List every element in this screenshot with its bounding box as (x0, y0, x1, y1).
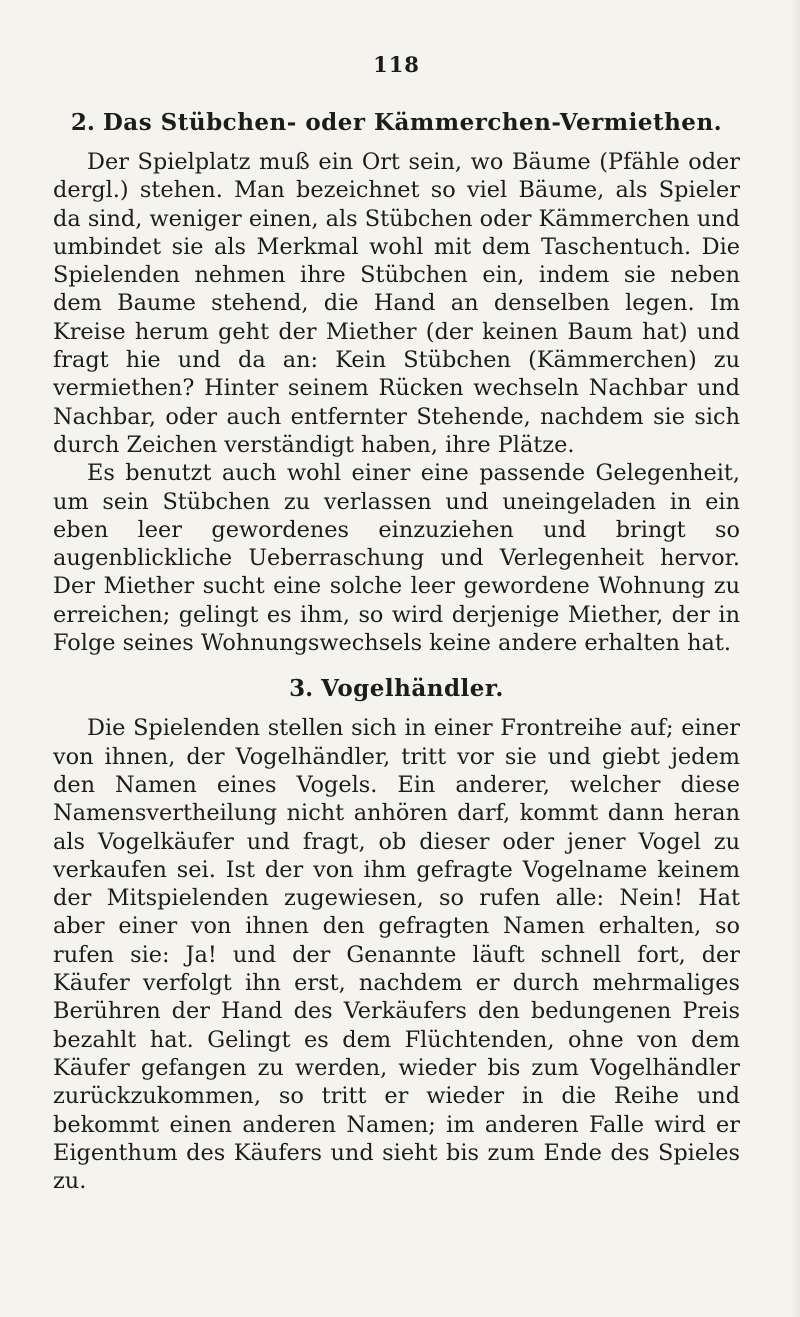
paragraph: Es benutzt auch wohl einer eine passende Gelegenheit, um sein Stübchen zu verlassen und uneingeladen in ein eben leer gewordenes einzuziehen und bringt so augenblickliche Ueberraschung und Verlegenheit hervor. Der Miether sucht eine solche leer gewordene Wohnung zu erreichen; gelingt es ihm, so wird derjenige Miether, der in Folge seines Wohnungswechsels keine andere erhalten hat. (53, 460, 740, 657)
section-heading (53, 675, 740, 702)
section-heading (53, 109, 740, 136)
page-edge (791, 0, 800, 1317)
paragraph: Der Spielplatz muß ein Ort sein, wo Bäume (Pfähle oder dergl.) stehen. Man bezeichnet so viel Bäume, als Spieler da sind, weniger einen, als Stübchen oder Kämmerchen und umbindet sie als Merkmal wohl mit dem Taschentuch. Die Spielenden nehmen ihre Stübchen ein, indem sie neben dem Baume stehend, die Hand an denselben legen. Im Kreise herum geht der Miether (der keinen Baum hat) und fragt hie und da an: Kein Stübchen (Kämmerchen) zu vermiethen? Hinter seinem Rücken wechseln Nachbar und Nachbar, oder auch entfernter Stehende, nachdem sie sich durch Zeichen verständigt haben, ihre Plätze. (53, 149, 740, 458)
section-number: 3. (289, 675, 314, 703)
page-number: 118 (373, 52, 420, 77)
section-title: Vogelhändler. (321, 675, 504, 703)
section-number: 2. (70, 109, 95, 136)
section-stuebchen (53, 109, 740, 657)
paragraph: Die Spielenden stellen sich in einer Frontreihe auf; einer von ihnen, der Vogelhändler, tritt vor sie und giebt jedem den Namen eines Vogels. Ein anderer, welcher diese Namensvertheilung nicht anhören darf, kommt dann heran als Vogelkäufer und fragt, ob dieser oder jener Vogel zu verkaufen sei. Ist der von ihm gefragte Vogelname keinem der Mitspielenden zugewiesen, so rufen alle: Nein! Hat aber einer von ihnen den gefragten Namen erhalten, so rufen sie: Ja! und der Genannte läuft schnell fort, der Käufer verfolgt ihn erst, nachdem er durch mehrmaliges Berühren der Hand des Verkäufers den bedungenen Preis bezahlt hat. Gelingt es dem Flüchtenden, ohne von dem Käufer gefangen zu werden, wieder bis zum Vogelhändler zurückzukommen, so tritt er wieder in die Reihe und bekommt einen anderen Namen; im anderen Falle wird er Eigenthum des Käufers und sieht bis zum Ende des Spieles zu. (53, 715, 740, 1195)
section-vogelhaendler (53, 675, 740, 1195)
section-title: Das Stübchen- oder Kämmerchen-Vermiethen. (102, 109, 723, 136)
